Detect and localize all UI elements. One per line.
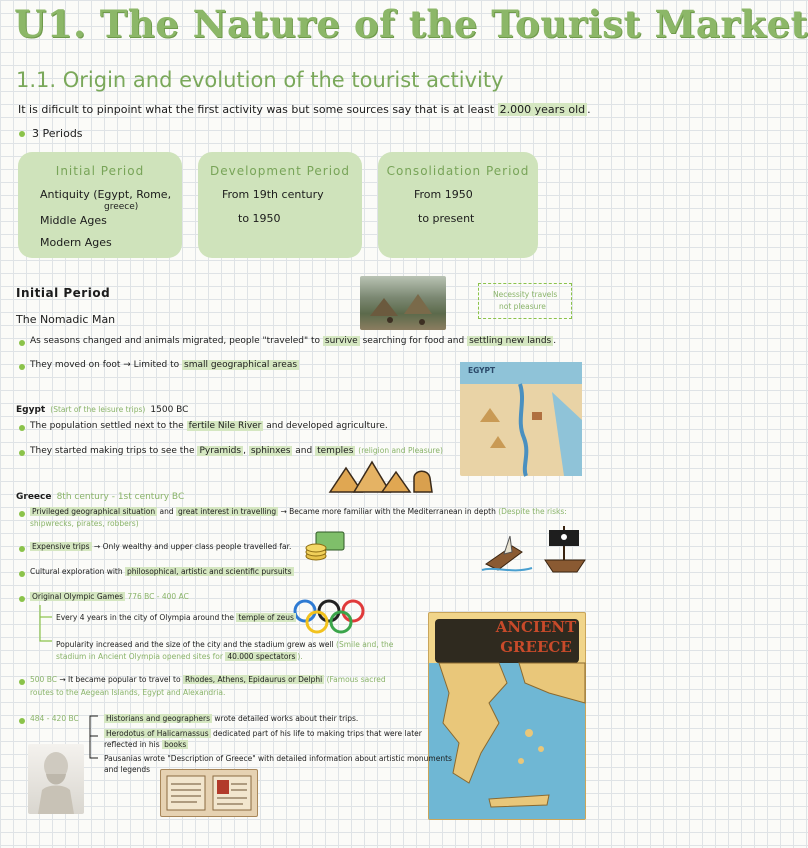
highlight: survive	[324, 336, 358, 346]
greece-bullet-5-line2: routes to the Aegean Islands, Egypt and Alexandria.	[30, 688, 226, 697]
note: (Famous sacred	[326, 675, 386, 684]
period-line: greece)	[104, 202, 139, 212]
greece-bullet-6-sub3-line2: and legends	[104, 765, 150, 774]
egypt-heading-row	[16, 397, 188, 416]
greece-bullet-6-sub2-line2	[104, 740, 188, 749]
egypt-heading: Egypt	[16, 405, 46, 415]
intro-paragraph	[18, 103, 591, 116]
bust-illustration	[28, 744, 84, 814]
highlight: temple of zeus	[238, 613, 294, 622]
egypt-date: 1500 BC	[150, 405, 189, 415]
egypt-map-illustration	[460, 362, 582, 476]
bullet-dot	[19, 546, 25, 552]
olympic-date: 776 BC - 400 AC	[127, 592, 189, 601]
map-label: EGYPT	[468, 366, 496, 375]
bullet-dot	[19, 571, 25, 577]
bullet-dot	[19, 425, 25, 431]
section-subtitle: 1.1. Origin and evolution of the tourist activity	[16, 68, 504, 92]
note: stadium in Ancient Olympia opened sites for	[56, 652, 223, 661]
date: 500 BC	[30, 675, 57, 684]
text: dedicated part of his life to making trips that were later	[213, 729, 422, 738]
highlight: Rhodes, Athens, Epidaurus or Delphi	[184, 675, 323, 684]
text: They moved on foot → Limited to	[30, 360, 180, 370]
egypt-map-image	[460, 362, 582, 476]
greece-map-illustration	[429, 663, 585, 819]
note: (Despite the risks:	[498, 507, 567, 516]
periods-bullet: 3 Periods	[32, 127, 83, 140]
camp-illustration	[360, 276, 446, 330]
greece-bullet-2	[30, 542, 291, 551]
greece-bullet-1	[30, 507, 567, 516]
note: ).	[297, 652, 303, 661]
greece-bullet-6-sub3: Pausanias wrote "Description of Greece" with detailed information about artistic monuments	[104, 754, 452, 763]
period-box-development	[198, 152, 362, 258]
highlight: fertile Nile River	[188, 421, 262, 431]
highlight: Herodotus of Halicarnassus	[106, 729, 209, 738]
greece-bullet-3	[30, 567, 294, 576]
text: Popularity increased and the size of the city and the stadium grew as well	[56, 640, 334, 649]
map-title-line2: GREECE	[500, 638, 572, 656]
text: Cultural exploration with	[30, 567, 123, 576]
highlight: books	[164, 740, 187, 749]
period-head: Consolidation Period	[386, 164, 530, 178]
initial-period-heading: Initial Period	[16, 286, 111, 300]
period-box-initial	[18, 152, 182, 258]
highlight: sphinxes	[250, 446, 291, 456]
olympic-sub-2-line2	[56, 652, 303, 661]
olympic-heading-row	[30, 592, 189, 601]
manuscript-image	[160, 769, 258, 817]
text: ,	[243, 446, 246, 456]
bullet-dot	[19, 450, 25, 456]
nomadic-bullet-1	[30, 336, 556, 346]
period-head: Initial Period	[55, 164, 145, 178]
highlight: small geographical areas	[184, 360, 298, 370]
egypt-note-2: (religion and Pleasure)	[358, 446, 443, 455]
olympic-sub-1	[56, 613, 296, 622]
text: Every 4 years in the city of Olympia around the	[56, 613, 234, 622]
text: The population settled next to the	[30, 421, 184, 431]
greece-heading-row	[16, 484, 184, 503]
olympic-heading: Original Olympic Games	[32, 592, 124, 601]
intro-text: It is dificult to pinpoint what the first activity was but some sources say that is at least	[18, 103, 495, 116]
text: → Became more familiar with the Mediterranean in depth	[280, 507, 496, 516]
bullet-dot	[19, 131, 25, 137]
bullet-dot	[19, 511, 25, 517]
period-line: From 19th century	[222, 188, 324, 201]
text: wrote detailed works about their trips.	[214, 714, 359, 723]
period-head: Development Period	[209, 164, 350, 178]
note: (Smile and, the	[336, 640, 394, 649]
bullet-dot	[19, 718, 25, 724]
page-title: U1. The Nature of the Tourist Market	[14, 2, 808, 46]
period-line: to present	[418, 212, 475, 225]
period-line: Antiquity (Egypt, Rome,	[40, 188, 172, 201]
bullet-dot	[19, 340, 25, 346]
nomadic-camp-image	[360, 276, 446, 330]
text: They started making trips to see the	[30, 446, 195, 456]
text: searching for food and	[362, 336, 465, 346]
map-title-line1: ANCIENT	[495, 618, 577, 636]
olympic-rings-icon	[292, 598, 366, 636]
bullet-dot	[19, 679, 25, 685]
map-title	[493, 617, 579, 657]
text: .	[553, 336, 557, 346]
text: and developed agriculture.	[266, 421, 388, 431]
necessity-note-box	[478, 283, 572, 319]
text: As seasons changed and animals migrated, people "traveled" to	[30, 336, 321, 346]
highlight: settling new lands	[469, 336, 552, 346]
highlight: Expensive trips	[32, 542, 90, 551]
bullet-dot	[19, 364, 25, 370]
text: and	[159, 507, 174, 516]
egypt-bullet-2	[30, 446, 443, 456]
period-line: From 1950	[414, 188, 473, 201]
greece-bullet-5	[30, 675, 386, 684]
highlight: Historians and geographers	[106, 714, 210, 723]
intro-highlight: 2.000 years old	[499, 103, 586, 116]
highlight: Pyramids	[199, 446, 242, 456]
nomadic-bullet-2	[30, 360, 299, 370]
text: and	[295, 446, 313, 456]
note-line: Necessity travels	[493, 290, 558, 299]
pyramids-sphinx-icon	[328, 460, 436, 494]
highlight: Privileged geographical situation	[32, 507, 156, 516]
bullet-dot	[19, 596, 25, 602]
greece-bullet-6-date: 484 - 420 BC	[30, 714, 79, 723]
greece-date: 8th century - 1st century BC	[56, 492, 185, 502]
text: → Only wealthy and upper class people travelled far.	[93, 542, 292, 551]
period-line: to 1950	[238, 212, 281, 225]
text: reflected in his	[104, 740, 160, 749]
manuscript-illustration	[161, 770, 257, 816]
olympic-sub-2	[56, 640, 393, 649]
note-line: not pleasure	[499, 302, 546, 311]
period-box-consolidation	[378, 152, 538, 258]
connector-bracket	[86, 714, 102, 760]
highlight: great interest in travelling	[178, 507, 277, 516]
ancient-greece-map-image	[428, 612, 586, 820]
period-line: Modern Ages	[40, 236, 112, 249]
egypt-note: (Start of the leisure trips)	[50, 405, 146, 414]
herodotus-bust-image	[28, 744, 84, 814]
intro-end: .	[587, 103, 591, 116]
coins-money-icon	[304, 528, 346, 562]
highlight: philosophical, artistic and scientific pursuits	[127, 567, 292, 576]
text: → It became popular to travel to	[59, 675, 181, 684]
egypt-bullet-1	[30, 421, 388, 431]
greece-note-2: shipwrecks, pirates, robbers)	[30, 519, 139, 528]
connector-arrows	[38, 605, 56, 647]
pirate-ship-icon	[543, 522, 587, 576]
greece-bullet-6-sub1	[104, 714, 358, 723]
highlight: 40.000 spectators	[227, 652, 296, 661]
nomadic-heading: The Nomadic Man	[16, 313, 116, 326]
greece-heading: Greece	[16, 492, 52, 502]
highlight: temples	[317, 446, 354, 456]
period-line: Middle Ages	[40, 214, 107, 227]
greece-bullet-6-sub2	[104, 729, 422, 738]
shipwreck-icon	[482, 534, 532, 574]
